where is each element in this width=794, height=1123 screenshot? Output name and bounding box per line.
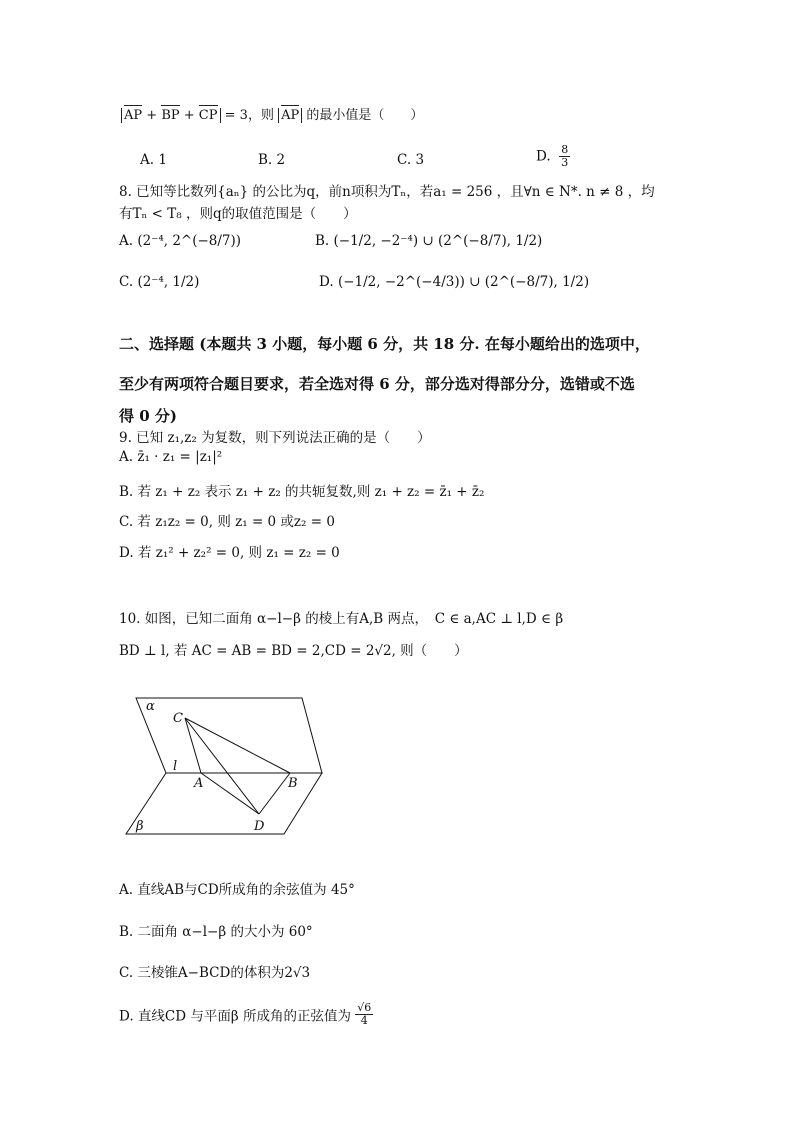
q7-option-b: B. 2	[258, 152, 286, 168]
q7-option-a: A. 1	[140, 152, 167, 168]
q10-stem-line2: BD ⊥ l, 若 AC = AB = BD = 2,CD = 2√2, 则（ ）	[119, 643, 468, 659]
q9-stem: 9. 已知 z₁,z₂ 为复数，则下列说法正确的是（ ）	[119, 430, 431, 446]
dihedral-angle-figure	[118, 690, 338, 840]
segment-ca	[185, 718, 201, 773]
section-2-heading-line2: 至少有两项符合题目要求，若全选对得 6 分，部分选对得部分分，选错或不选	[119, 375, 635, 393]
q8-option-d: D. (−1/2, −2^(−4/3)) ∪ (2^(−8/7), 1/2)	[319, 274, 590, 290]
label-a: A	[194, 776, 204, 791]
q8-stem-line2: 有Tₙ < T₈ ，则q的取值范围是（ ）	[119, 206, 357, 222]
fraction-sqrt6-4: $\frac{√6}{4}$	[357, 1001, 372, 1027]
label-d: D	[254, 819, 265, 834]
q7-stem: AP + BP + CP = 3，则 AP 的最小值是（ ）	[121, 104, 423, 123]
q8-option-b: B. (−1/2, −2⁻⁴) ∪ (2^(−8/7), 1/2)	[315, 233, 543, 249]
vector-ap: AP	[124, 108, 143, 123]
segment-cd	[185, 718, 259, 814]
q10-option-b: B. 二面角 α−l−β 的大小为 60°	[119, 924, 313, 940]
q9-option-d: D. 若 z₁² + z₂² = 0, 则 z₁ = z₂ = 0	[119, 545, 340, 561]
segment-ad	[201, 773, 259, 814]
label-b: B	[288, 776, 298, 791]
q8-stem-line1: 8. 已知等比数列{aₙ} 的公比为q，前n项积为Tₙ，若a₁ = 256 ，且∀n ∈ N*. n ≠ 8 ，均	[119, 184, 655, 200]
q7-tail: 的最小值是（ ）	[302, 108, 424, 123]
vector-cp: CP	[198, 108, 218, 123]
label-c: C	[173, 711, 183, 726]
q8-option-c: C. (2⁻⁴, 1/2)	[119, 274, 200, 290]
q7-eq: = 3	[224, 108, 248, 123]
q9-option-c: C. 若 z₁z₂ = 0, 则 z₁ = 0 或z₂ = 0	[119, 514, 335, 530]
vector-bp: BP	[161, 108, 180, 123]
section-2-heading-line1: 二、选择题 (本题共 3 小题，每小题 6 分，共 18 分. 在每小题给出的选项中，	[119, 335, 650, 353]
q10-option-c: C. 三棱锥A−BCD的体积为2√3	[119, 965, 311, 981]
q7-option-d: D. $\frac{8}{3}$	[536, 143, 569, 169]
label-l: l	[173, 759, 178, 774]
plane-alpha	[136, 698, 322, 773]
section-2-heading-line3: 得 0 分)	[119, 407, 177, 425]
vector-ap-2: AP	[281, 108, 300, 123]
segment-cb	[185, 718, 290, 773]
q7-text: ，则	[247, 108, 274, 123]
fraction-8-3: $\frac{8}{3}$	[561, 143, 569, 169]
q10-option-a: A. 直线AB与CD所成角的余弦值为 45°	[119, 882, 355, 898]
label-beta: β	[136, 819, 144, 834]
q10-stem-line1: 10. 如图，已知二面角 α−l−β 的棱上有A,B 两点， C ∈ a,AC ⊥ l,D ∈ β	[119, 611, 564, 627]
q9-option-a: A. z̄₁ · z₁ = |z₁|²	[119, 449, 223, 465]
q9-option-b: B. 若 z₁ + z₂ 表示 z₁ + z₂ 的共轭复数,则 z₁ + z₂ = z̄₁ + z̄₂	[119, 484, 485, 500]
segment-bd	[259, 773, 290, 814]
q8-option-a: A. (2⁻⁴, 2^(−8/7))	[119, 233, 242, 249]
q10-option-d: D. 直线CD 与平面β 所成角的正弦值为 $\frac{√6}{4}$	[119, 1001, 372, 1027]
q7-option-c: C. 3	[397, 152, 425, 168]
label-alpha: α	[146, 699, 155, 714]
